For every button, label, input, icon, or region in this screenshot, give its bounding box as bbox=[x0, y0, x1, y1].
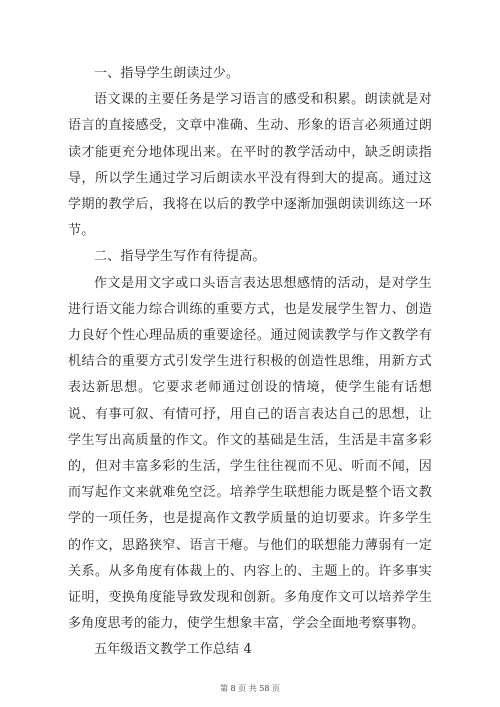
section-heading-3: 五年级语文教学工作总结 4 bbox=[94, 642, 253, 658]
paragraph-writing: 作文是用文字或口头语言表达思想感情的活动，是对学生进行语文能力综合训练的重要方式，也是发展学生智力、创造力良好个性心理品质的重要途径。通过阅读教学与作文教学有机结合的重要方式引发学生进行积极的创造性思维，用新方式表达新思想。它要求老师通过创设的情境，使学生能有话想说、有事可叙、有情可抒，用自己的语言表达自己的思想，让学生写出高质量的作文。作文的基础是生活，生活是丰富多彩的，但对丰富多彩的生活，学生往往视而不见、听而不闻，因而写起作文来就难免空泛。培养学生联想能力既是整个语文教学的一项任务，也是提高作文教学质量的迫切要求。许多学生的作文，思路狭窄、语言干瘪。与他们的联想能力薄弱有一定关系。从多角度有体裁上的、内容上的、主题上的。许多事实证明，变换角度能导致发现和创新。多角度作文可以培养学生多角度思考的能力，使学生想象丰富，学会全面地考察事物。 bbox=[68, 275, 432, 632]
section-heading-2: 二、指导学生写作有待提高。 bbox=[94, 249, 266, 265]
section-heading-1: 一、指导学生朗读过少。 bbox=[94, 66, 240, 81]
document-body bbox=[68, 61, 432, 664]
paragraph-reading: 语文课的主要任务是学习语言的感受和积累。朗读就是对语言的直接感受，文章中准确、生动、形象的语言必须通过朗读才能更充分地体现出来。在平时的教学活动中，缺乏朗读指导，所以学生通过学习后朗读水平没有得到大的提高。通过这学期的教学后，我将在以后的教学中逐渐加强朗读训练这一环节。 bbox=[68, 92, 432, 239]
page-number-footer: 第 8 页 共 58 页 bbox=[220, 684, 280, 693]
